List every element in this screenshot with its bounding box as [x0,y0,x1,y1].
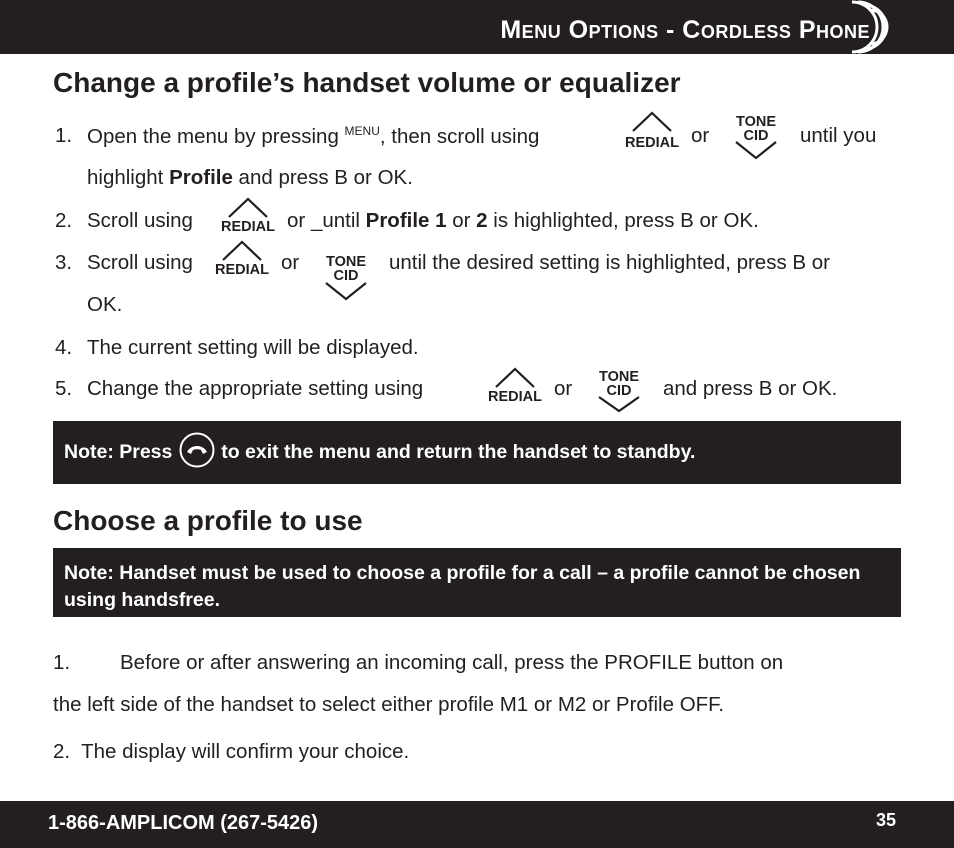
or-text: or [281,251,300,274]
step-text: Open the menu by pressing $^{MENU}$, then scroll using [87,124,540,148]
menu-key-label: MENU [344,124,380,138]
step-text: 2. The display will confirm your choice. [53,740,410,763]
note-box-exit-menu: Note: Press to exit the menu and return the handset to standby. [53,421,901,484]
svg-text:REDIAL: REDIAL [221,219,275,235]
step-text: until the desired setting is highlighted, press B or [389,251,831,274]
or-text: or [554,377,573,400]
step-number: 1. [55,124,73,147]
step-text: and press B or OK. [663,377,838,400]
redial-up-button-icon [482,365,548,407]
svg-text:REDIAL: REDIAL [625,135,679,151]
step-text: The current setting will be displayed. [87,336,419,359]
step-number: 5. [55,377,73,400]
section-heading-change-profile: Change a profile’s handset volume or equalizer [53,67,681,98]
svg-text:REDIAL: REDIAL [488,389,542,405]
step-number: 2. [55,209,73,232]
step-text: the left side of the handset to select either profile M1 or M2 or Profile OFF. [53,693,725,716]
step-text: OK. [87,293,123,316]
tone-cid-down-button-icon [590,366,648,416]
redial-up-button-icon [209,238,275,280]
or-text: or [691,124,710,147]
step-number: 4. [55,336,73,359]
redial-up-button-icon [215,195,281,237]
tone-cid-down-button-icon [727,111,785,161]
support-phone-number: 1-866-AMPLICOM (267-5426) [48,812,319,834]
page-header-title: Menu Options - Cordless Phone [500,16,870,44]
svg-text:CID: CID [606,383,632,399]
step-number: 1. [53,651,71,674]
step-text: highlight Profile and press B or OK. [87,166,413,189]
step-number: 3. [55,251,73,274]
redial-up-button-icon [619,109,685,151]
svg-text:REDIAL: REDIAL [215,262,269,278]
tone-cid-down-button-icon [317,251,375,301]
end-call-icon [178,431,216,469]
page-number: 35 [876,810,897,830]
svg-text:TONE: TONE [598,369,640,385]
step-text: until you [800,124,877,147]
section-heading-choose-profile: Choose a profile to use [53,505,363,536]
ripple-logo-icon [848,0,902,54]
step-text: or _until Profile 1 or 2 is highlighted, press B or OK. [287,209,759,232]
svg-text:CID: CID [333,268,359,284]
svg-text:CID: CID [743,128,769,144]
note-box-handsfree: Note: Handset must be used to choose a profile for a call – a profile cannot be chosen using handsfree. [53,548,901,617]
step-text: Before or after answering an incoming call, press the PROFILE button on [120,651,784,674]
step-text: Scroll using [87,251,193,274]
svg-text:TONE: TONE [735,114,777,130]
step-text: Scroll using [87,209,193,232]
svg-text:TONE: TONE [325,254,367,270]
step-text: Change the appropriate setting using [87,377,424,400]
